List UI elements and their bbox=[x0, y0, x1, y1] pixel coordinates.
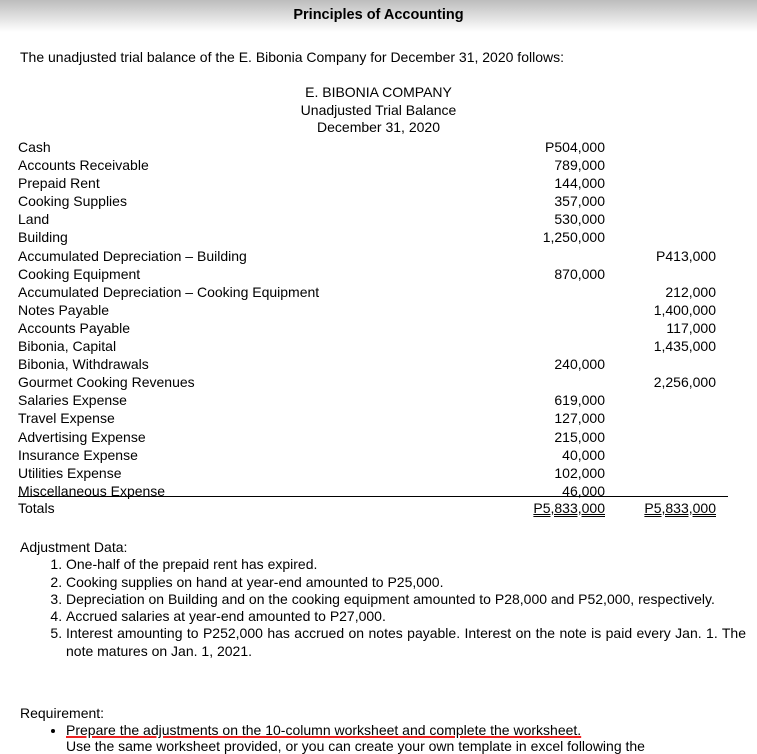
statement-heading bbox=[0, 84, 757, 137]
requirement-title: Requirement: bbox=[20, 705, 105, 721]
table-row bbox=[18, 409, 730, 427]
table-row bbox=[18, 192, 730, 210]
adjustment-data bbox=[20, 539, 746, 660]
table-row bbox=[18, 464, 730, 482]
debit-cell: 1,250,000 bbox=[542, 229, 605, 246]
debit-cell: 215,000 bbox=[554, 428, 605, 445]
total-rule bbox=[18, 496, 728, 497]
adjustment-item: 3. Depreciation on Building and on the cooking equipment amounted to P28,000 and P52,000, respectively. bbox=[66, 591, 746, 608]
table-row bbox=[18, 319, 730, 337]
debit-cell: 530,000 bbox=[554, 211, 605, 228]
table-row bbox=[18, 391, 730, 409]
table-row bbox=[18, 138, 730, 156]
table-row bbox=[18, 210, 730, 228]
totals-row bbox=[18, 499, 730, 517]
table-row bbox=[18, 301, 730, 319]
credit-cell: P413,000 bbox=[656, 247, 716, 264]
account-cell: Advertising Expense bbox=[18, 428, 146, 445]
table-row bbox=[18, 355, 730, 373]
account-cell: Travel Expense bbox=[18, 410, 115, 427]
account-cell: Gourmet Cooking Revenues bbox=[18, 374, 195, 391]
account-cell: Insurance Expense bbox=[18, 446, 138, 463]
credit-cell: 1,400,000 bbox=[653, 301, 716, 318]
statement-title: Unadjusted Trial Balance bbox=[300, 101, 457, 118]
statement-date: December 31, 2020 bbox=[317, 119, 440, 135]
account-cell: Bibonia, Capital bbox=[18, 338, 117, 355]
debit-cell: 40,000 bbox=[562, 446, 605, 463]
account-cell: Cooking Equipment bbox=[18, 265, 141, 282]
totals-debit: P5,833,000 bbox=[533, 500, 605, 516]
table-row bbox=[18, 428, 730, 446]
account-cell: Accumulated Depreciation – Cooking Equipment bbox=[18, 283, 320, 300]
trial-balance-table bbox=[18, 138, 730, 500]
table-row bbox=[18, 247, 730, 265]
adjustment-item: 1. One-half of the prepaid rent has expired. bbox=[66, 556, 746, 573]
debit-cell: 46,000 bbox=[562, 482, 605, 499]
table-row bbox=[18, 446, 730, 464]
account-cell: Accounts Payable bbox=[18, 319, 131, 336]
table-row bbox=[18, 174, 730, 192]
account-cell: Bibonia, Withdrawals bbox=[18, 356, 149, 373]
page-header: Principles of Accounting bbox=[0, 0, 757, 32]
company-name: E. BIBONIA COMPANY bbox=[305, 84, 452, 100]
debit-cell: 144,000 bbox=[554, 175, 605, 192]
account-cell: Building bbox=[18, 229, 68, 246]
table-row bbox=[18, 337, 730, 355]
account-cell: Prepaid Rent bbox=[18, 175, 100, 192]
account-cell: Land bbox=[18, 211, 50, 228]
credit-cell: 212,000 bbox=[665, 283, 716, 300]
debit-cell: 127,000 bbox=[554, 410, 605, 427]
adjustment-title: Adjustment Data: bbox=[20, 539, 128, 555]
debit-cell: 102,000 bbox=[554, 464, 605, 481]
totals-credit: P5,833,000 bbox=[644, 500, 716, 516]
debit-cell: 240,000 bbox=[554, 356, 605, 373]
debit-cell: P504,000 bbox=[545, 139, 605, 155]
credit-cell: 1,435,000 bbox=[653, 338, 716, 355]
table-row bbox=[18, 156, 730, 174]
account-cell: Miscellaneous Expense bbox=[18, 482, 166, 499]
intro-text: The unadjusted trial balance of the E. Bibonia Company for December 31, 2020 follows: bbox=[20, 49, 564, 65]
table-row bbox=[18, 265, 730, 283]
adjustment-item: 4. Accrued salaries at year-end amounted to P27,000. bbox=[66, 608, 746, 625]
table-row bbox=[18, 283, 730, 301]
credit-cell: 2,256,000 bbox=[653, 374, 716, 391]
requirement-item: • Prepare the adjustments on the 10-column worksheet and complete the worksheet. bbox=[66, 722, 581, 739]
table-row bbox=[18, 373, 730, 391]
account-cell: Accounts Receivable bbox=[18, 157, 149, 174]
table-row bbox=[18, 482, 730, 500]
debit-cell: 619,000 bbox=[554, 392, 605, 409]
credit-cell: 117,000 bbox=[666, 319, 716, 336]
debit-cell: 357,000 bbox=[554, 193, 605, 210]
table-row bbox=[18, 228, 730, 246]
requirement-item-cut: Use the same worksheet provided, or you can create your own template in excel following the bbox=[66, 738, 645, 754]
account-cell: Salaries Expense bbox=[18, 392, 127, 409]
totals-label: Totals bbox=[18, 500, 55, 516]
adjustment-item: 5. Interest amounting to P252,000 has accrued on notes payable. Interest on the note is paid every Jan. 1. The note matures on Jan. 1, 2021. bbox=[66, 625, 746, 660]
account-cell: Notes Payable bbox=[18, 301, 110, 318]
account-cell: Cash bbox=[18, 139, 51, 155]
account-cell: Accumulated Depreciation – Building bbox=[18, 247, 247, 264]
requirement bbox=[20, 705, 581, 739]
account-cell: Cooking Supplies bbox=[18, 193, 127, 210]
adjustment-item: 2. Cooking supplies on hand at year-end amounted to P25,000. bbox=[66, 574, 746, 591]
debit-cell: 870,000 bbox=[554, 265, 605, 282]
account-cell: Utilities Expense bbox=[18, 464, 122, 481]
debit-cell: 789,000 bbox=[554, 157, 605, 174]
